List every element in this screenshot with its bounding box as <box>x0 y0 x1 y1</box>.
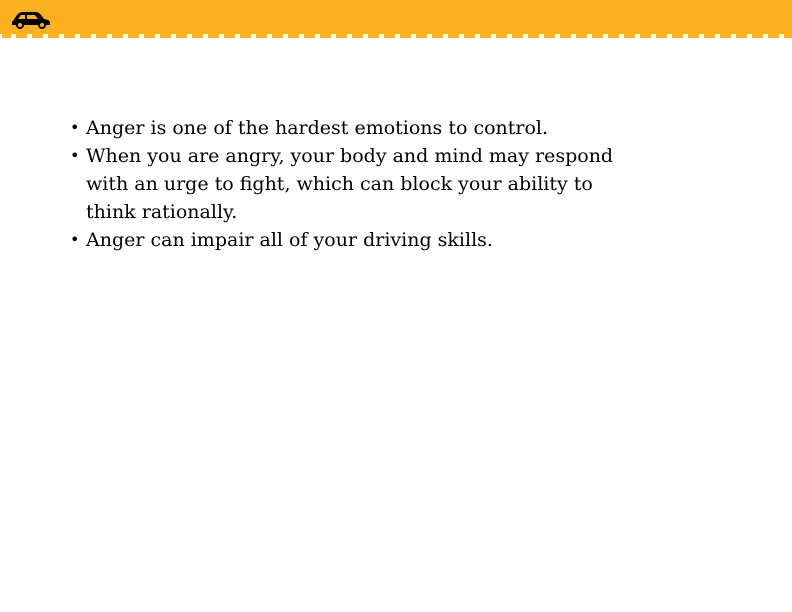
top-banner <box>0 0 792 40</box>
bullet-text: Anger is one of the hardest emotions to control. <box>86 117 549 139</box>
banner-stripe <box>0 0 792 40</box>
bullet-dot: • <box>70 118 80 137</box>
slide-body <box>68 114 648 254</box>
bullet-dot: • <box>70 146 80 165</box>
car-icon <box>10 8 52 30</box>
bullet-text: When you are angry, your body and mind may respond with an urge to fight, which can block your ability to think rationally. <box>86 145 614 223</box>
bullet-text: Anger can impair all of your driving skills. <box>86 229 493 251</box>
bullet-item <box>68 114 648 142</box>
bullet-list <box>68 114 648 254</box>
bullet-item <box>68 142 648 226</box>
bullet-dot: • <box>70 230 80 249</box>
bullet-item <box>68 226 648 254</box>
